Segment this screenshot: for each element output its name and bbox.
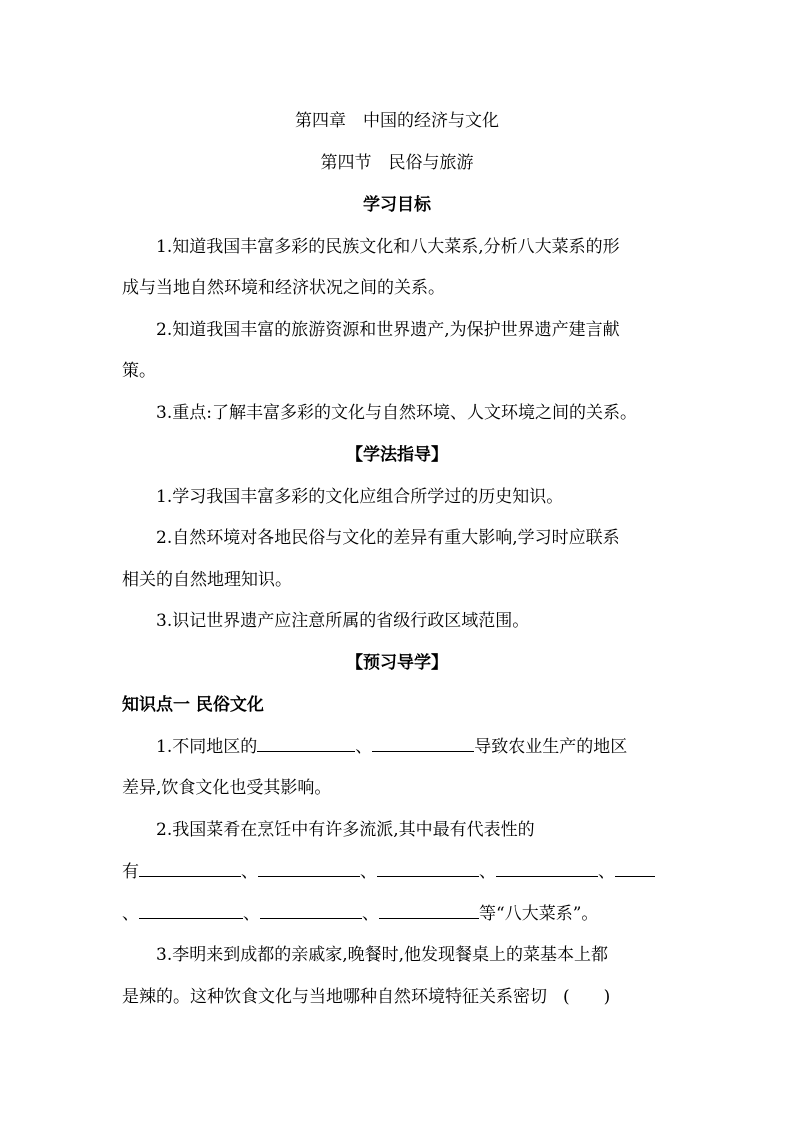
question-1-line-2: 差异,饮食文化也受其影响。: [122, 778, 332, 798]
question-1-prefix: 1.不同地区的: [156, 737, 258, 757]
question-1-suffix: 导致农业生产的地区: [474, 737, 628, 757]
objective-3: 3.重点:了解丰富多彩的文化与自然环境、人文环境之间的关系。: [156, 403, 637, 423]
section-title: 第四节 民俗与旅游: [320, 153, 474, 173]
separator: 、: [479, 862, 496, 882]
chapter-title: 第四章 中国的经济与文化: [295, 111, 499, 131]
objective-1-line-2: 成与当地自然环境和经济状况之间的关系。: [122, 278, 445, 298]
method-1: 1.学习我国丰富多彩的文化应组合所学过的历史知识。: [156, 487, 564, 507]
question-3-text: 是辣的。这种饮食文化与当地哪种自然环境特征关系密切: [122, 987, 547, 1007]
objective-2-line-1: 2.知道我国丰富的旅游资源和世界遗产,为保护世界遗产建言献: [156, 320, 620, 340]
answer-blank[interactable]: [260, 904, 362, 919]
question-2-line-1: 2.我国菜肴在烹饪中有许多流派,其中最有代表性的: [156, 820, 535, 840]
answer-blank[interactable]: [496, 862, 598, 877]
objective-1-line-1: 1.知道我国丰富多彩的民族文化和八大菜系,分析八大菜系的形: [156, 237, 620, 257]
answer-blank[interactable]: [139, 862, 241, 877]
question-2-line-2: [122, 857, 674, 882]
separator: 、: [362, 904, 379, 924]
question-2-you: 有: [122, 862, 139, 882]
question-1-line-1: [156, 732, 708, 757]
question-2-line-3: [122, 899, 674, 924]
answer-blank[interactable]: [257, 737, 355, 752]
answer-blank[interactable]: [615, 862, 655, 877]
question-2-end: 等“八大菜系”。: [479, 904, 599, 924]
answer-blank[interactable]: [377, 862, 479, 877]
answer-parentheses[interactable]: ( ): [563, 987, 611, 1007]
question-3-line-2: [122, 982, 674, 1007]
preview-heading: 【预习导学】: [346, 653, 448, 673]
answer-blank[interactable]: [379, 904, 479, 919]
separator: 、: [243, 904, 260, 924]
answer-blank[interactable]: [372, 737, 474, 752]
method-2-line-2: 相关的自然地理知识。: [122, 570, 292, 590]
separator: 、: [122, 904, 139, 924]
separator: 、: [360, 862, 377, 882]
method-heading: 【学法指导】: [346, 445, 448, 465]
separator: 、: [241, 862, 258, 882]
separator: 、: [598, 862, 615, 882]
answer-blank[interactable]: [258, 862, 360, 877]
question-3-line-1: 3.李明来到成都的亲戚家,晚餐时,他发现餐桌上的菜基本上都: [156, 945, 609, 965]
separator: 、: [355, 737, 373, 757]
method-2-line-1: 2.自然环境对各地民俗与文化的差异有重大影响,学习时应联系: [156, 528, 620, 548]
method-3: 3.识记世界遗产应注意所属的省级行政区域范围。: [156, 611, 530, 631]
objective-2-line-2: 策。: [122, 361, 156, 381]
knowledge-point-title: 知识点一 民俗文化: [122, 695, 264, 715]
objectives-heading: 学习目标: [363, 195, 431, 215]
answer-blank[interactable]: [139, 904, 243, 919]
